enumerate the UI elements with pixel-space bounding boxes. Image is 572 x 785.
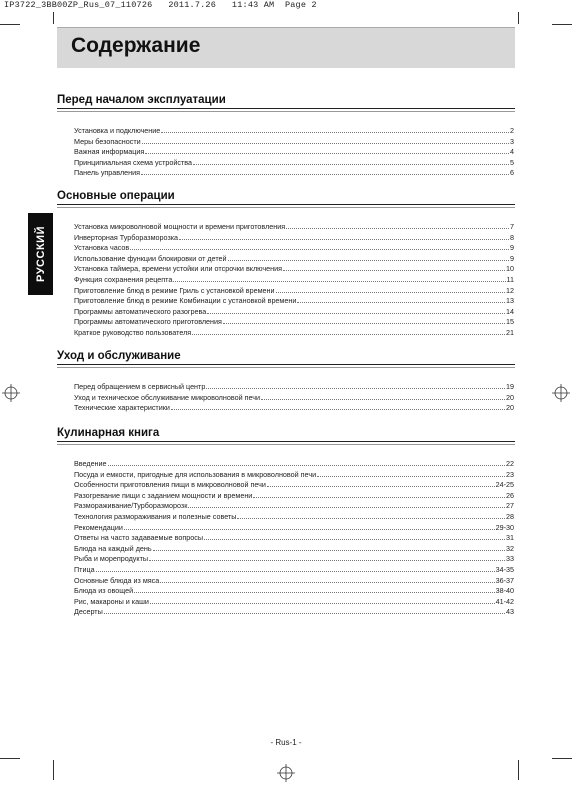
crop-mark-left-bottom bbox=[0, 758, 20, 759]
language-side-tab-label: РУССКИЙ bbox=[34, 226, 47, 282]
toc-entry[interactable] bbox=[74, 306, 514, 317]
toc-entry[interactable] bbox=[74, 606, 514, 617]
toc-leader-dots bbox=[276, 285, 505, 293]
toc-entry[interactable] bbox=[74, 522, 514, 533]
toc-entry-page: 20 bbox=[506, 392, 514, 402]
toc-entry[interactable] bbox=[74, 125, 514, 136]
toc-leader-dots bbox=[193, 157, 509, 165]
toc-leader-dots bbox=[150, 596, 495, 604]
toc-entry[interactable] bbox=[74, 381, 514, 392]
toc-leader-dots bbox=[134, 585, 494, 593]
toc-leader-dots bbox=[124, 522, 495, 530]
toc-entry-label: Установка микроволновой мощности и времени приготовления bbox=[74, 222, 286, 231]
crop-mark-bottom-right bbox=[518, 760, 519, 780]
toc-entry-label: Меры безопасности bbox=[74, 136, 141, 146]
toc-entry-label: Приготовление блюд в режиме Гриль с установкой времени bbox=[74, 285, 275, 295]
toc-entry[interactable] bbox=[74, 327, 514, 338]
toc-entry[interactable] bbox=[74, 564, 514, 575]
toc-entry-label: Технические характеристики bbox=[74, 403, 170, 413]
section-title: Перед началом эксплуатации bbox=[57, 94, 515, 109]
toc-entry-label: Рекомендации bbox=[74, 522, 123, 532]
toc-entry-page: 43 bbox=[506, 607, 514, 617]
toc-entry-label: Панель управления bbox=[74, 168, 141, 178]
section-cookbook bbox=[57, 427, 515, 617]
title-banner bbox=[57, 27, 515, 68]
toc-entry-label: Установка таймера, времени устойки или отсрочки включения bbox=[74, 264, 283, 274]
toc-entry[interactable] bbox=[74, 157, 514, 168]
toc-entry-page: 24-25 bbox=[495, 480, 514, 490]
toc-entry-label: Программы автоматического приготовления bbox=[74, 317, 222, 327]
toc-entry-label: Разогревание пищи с заданием мощности и времени bbox=[74, 490, 253, 500]
toc-list bbox=[57, 125, 515, 178]
toc-entry-label: Инверторная Турборазморозка bbox=[74, 232, 179, 242]
toc-entry[interactable] bbox=[74, 543, 514, 554]
toc-entry-page: 31 bbox=[506, 533, 514, 543]
toc-entry-page: 3 bbox=[510, 136, 514, 146]
toc-leader-dots bbox=[145, 146, 509, 154]
toc-entry[interactable] bbox=[74, 392, 514, 403]
toc-entry-page: 15 bbox=[506, 317, 514, 327]
toc-leader-dots bbox=[283, 263, 505, 271]
toc-leader-dots bbox=[297, 295, 505, 303]
toc-entry-page: 28 bbox=[506, 511, 514, 521]
toc-list bbox=[57, 221, 515, 338]
toc-entry-label: Установка и подключение bbox=[74, 126, 161, 135]
toc-entry-label: Принципиальная схема устройства bbox=[74, 157, 193, 167]
toc-entry-page: 41-42 bbox=[495, 596, 514, 606]
toc-entry-label: Рис, макароны и каши bbox=[74, 596, 149, 606]
toc-entry-label: Блюда из овощей bbox=[74, 586, 134, 596]
toc-entry[interactable] bbox=[74, 242, 514, 253]
section-title: Основные операции bbox=[57, 190, 515, 205]
toc-entry-label: Уход и техническое обслуживание микроволновой печи bbox=[74, 392, 260, 402]
toc-entry-label: Приготовление блюд в режиме Комбинации с установкой времени bbox=[74, 296, 297, 306]
toc-leader-dots bbox=[253, 490, 505, 498]
toc-entry-page: 4 bbox=[510, 147, 514, 157]
toc-entry[interactable] bbox=[74, 575, 514, 586]
toc-leader-dots bbox=[142, 136, 509, 144]
toc-entry-page: 33 bbox=[506, 554, 514, 564]
toc-entry-page: 22 bbox=[506, 459, 514, 468]
toc-entry-page: 8 bbox=[510, 232, 514, 242]
toc-entry-label: Основные блюда из мяса bbox=[74, 575, 160, 585]
toc-entry-page: 29-30 bbox=[495, 522, 514, 532]
toc-leader-dots bbox=[192, 327, 505, 335]
toc-entry-label: Ответы на часто задаваемые вопросы bbox=[74, 533, 204, 543]
section-divider bbox=[57, 111, 515, 112]
toc-entry[interactable] bbox=[74, 221, 514, 232]
toc-entry-page: 14 bbox=[506, 306, 514, 316]
toc-entry-page: 5 bbox=[510, 157, 514, 167]
toc-entry-page: 26 bbox=[506, 490, 514, 500]
registration-mark-bottom-icon bbox=[277, 764, 295, 782]
toc-leader-dots bbox=[141, 167, 509, 175]
toc-leader-dots bbox=[204, 532, 505, 540]
toc-entry[interactable] bbox=[74, 585, 514, 596]
crop-mark-right-top bbox=[552, 24, 572, 25]
toc-entry[interactable] bbox=[74, 500, 514, 511]
toc-entry-label: Перед обращением в сервисный центр bbox=[74, 382, 206, 391]
toc-entry-label: Введение bbox=[74, 459, 107, 468]
toc-leader-dots bbox=[228, 253, 509, 261]
toc-entry-page: 10 bbox=[506, 264, 514, 274]
toc-leader-dots bbox=[96, 564, 495, 572]
section-divider bbox=[57, 444, 515, 445]
toc-leader-dots bbox=[173, 274, 505, 282]
toc-entry-label: Особенности приготовления пищи в микроволновой печи bbox=[74, 480, 266, 490]
toc-leader-dots bbox=[171, 402, 505, 410]
toc-leader-dots bbox=[286, 221, 509, 229]
toc-entry-page: 27 bbox=[506, 501, 514, 511]
toc-entry-label: Посуда и емкости, пригодные для использования в микроволновой печи bbox=[74, 469, 317, 479]
toc-entry-label: Функция сохранения рецепта bbox=[74, 274, 173, 284]
toc-entry-page: 32 bbox=[506, 543, 514, 553]
toc-leader-dots bbox=[207, 306, 505, 314]
toc-entry-page: 19 bbox=[506, 382, 514, 391]
toc-leader-dots bbox=[317, 469, 505, 477]
section-title: Уход и обслуживание bbox=[57, 350, 515, 365]
toc-entry[interactable] bbox=[74, 167, 514, 178]
toc-entry-page: 38-40 bbox=[495, 586, 514, 596]
toc-entry-label: Установка часов bbox=[74, 243, 130, 253]
toc-leader-dots bbox=[108, 458, 505, 466]
toc-leader-dots bbox=[149, 553, 505, 561]
toc-entry-label: Десерты bbox=[74, 607, 103, 617]
toc-entry[interactable] bbox=[74, 511, 514, 522]
toc-entry-page: 11 bbox=[506, 274, 514, 284]
toc-entry[interactable] bbox=[74, 469, 514, 480]
toc-entry[interactable] bbox=[74, 232, 514, 243]
toc-leader-dots bbox=[206, 381, 505, 389]
toc-entry-page: 7 bbox=[510, 222, 514, 231]
toc-entry[interactable] bbox=[74, 479, 514, 490]
toc-entry-page: 2 bbox=[510, 126, 514, 135]
toc-leader-dots bbox=[188, 500, 505, 508]
toc-entry-page: 6 bbox=[510, 168, 514, 178]
toc-leader-dots bbox=[160, 575, 494, 583]
toc-list bbox=[57, 458, 515, 617]
toc-entry[interactable] bbox=[74, 274, 514, 285]
toc-list bbox=[57, 381, 515, 413]
toc-entry[interactable] bbox=[74, 295, 514, 306]
crop-mark-top-left bbox=[53, 12, 54, 24]
toc-entry[interactable] bbox=[74, 253, 514, 264]
toc-leader-dots bbox=[104, 606, 505, 614]
registration-mark-left-icon bbox=[2, 384, 20, 402]
toc-entry-label: Птица bbox=[74, 564, 95, 574]
language-side-tab bbox=[28, 213, 53, 295]
toc-entry[interactable] bbox=[74, 596, 514, 607]
toc-entry[interactable] bbox=[74, 316, 514, 327]
toc-leader-dots bbox=[237, 511, 505, 519]
toc-entry-page: 21 bbox=[506, 327, 514, 337]
section-basic-operations bbox=[57, 190, 515, 338]
registration-mark-right-icon bbox=[552, 384, 570, 402]
crop-mark-top-right bbox=[518, 12, 519, 24]
toc-leader-dots bbox=[179, 232, 509, 240]
crop-mark-left-top bbox=[0, 24, 20, 25]
print-header: IP3722_3BB00ZP_Rus_07_110726 2011.7.26 11:43 AM Page 2 bbox=[4, 0, 317, 10]
toc-entry-label: Блюда на каждый день bbox=[74, 543, 152, 553]
page-number-footer: - Rus-1 - bbox=[270, 738, 302, 747]
section-care-maintenance bbox=[57, 350, 515, 413]
toc-entry[interactable] bbox=[74, 490, 514, 501]
section-divider bbox=[57, 207, 515, 208]
toc-entry-page: 23 bbox=[506, 469, 514, 479]
toc-entry[interactable] bbox=[74, 263, 514, 274]
section-title: Кулинарная книга bbox=[57, 427, 515, 442]
toc-entry[interactable] bbox=[74, 532, 514, 543]
toc-entry-label: Важная информация bbox=[74, 147, 145, 157]
crop-mark-right-bottom bbox=[552, 758, 572, 759]
toc-entry-label: Краткое руководство пользователя bbox=[74, 327, 192, 337]
toc-entry-page: 13 bbox=[506, 296, 514, 306]
toc-leader-dots bbox=[153, 543, 505, 551]
toc-entry-label: Рыба и морепродукты bbox=[74, 554, 149, 564]
toc-entry[interactable] bbox=[74, 458, 514, 469]
toc-entry-page: 36-37 bbox=[495, 575, 514, 585]
toc-entry[interactable] bbox=[74, 553, 514, 564]
toc-entry-page: 12 bbox=[506, 285, 514, 295]
toc-leader-dots bbox=[130, 242, 509, 250]
toc-leader-dots bbox=[261, 392, 505, 400]
toc-entry-label: Программы автоматического разогрева bbox=[74, 306, 207, 316]
section-before-use bbox=[57, 94, 515, 178]
toc-entry[interactable] bbox=[74, 136, 514, 147]
toc-leader-dots bbox=[267, 479, 495, 487]
toc-entry-label: Использование функции блокировки от детей bbox=[74, 253, 227, 263]
toc-entry-label: Размораживание/Турборазморозк bbox=[74, 501, 188, 511]
toc-leader-dots bbox=[161, 125, 509, 133]
toc-entry[interactable] bbox=[74, 285, 514, 296]
crop-mark-bottom-left bbox=[53, 760, 54, 780]
toc-entry-page: 9 bbox=[510, 253, 514, 263]
toc-entry-page: 20 bbox=[506, 403, 514, 413]
toc-leader-dots bbox=[223, 316, 505, 324]
toc-entry[interactable] bbox=[74, 146, 514, 157]
toc-entry-label: Технология размораживания и полезные советы bbox=[74, 511, 237, 521]
toc-entry[interactable] bbox=[74, 402, 514, 413]
toc-entry-page: 9 bbox=[510, 243, 514, 253]
toc-entry-page: 34-35 bbox=[495, 564, 514, 574]
section-divider bbox=[57, 367, 515, 368]
page-title: Содержание bbox=[71, 34, 201, 57]
